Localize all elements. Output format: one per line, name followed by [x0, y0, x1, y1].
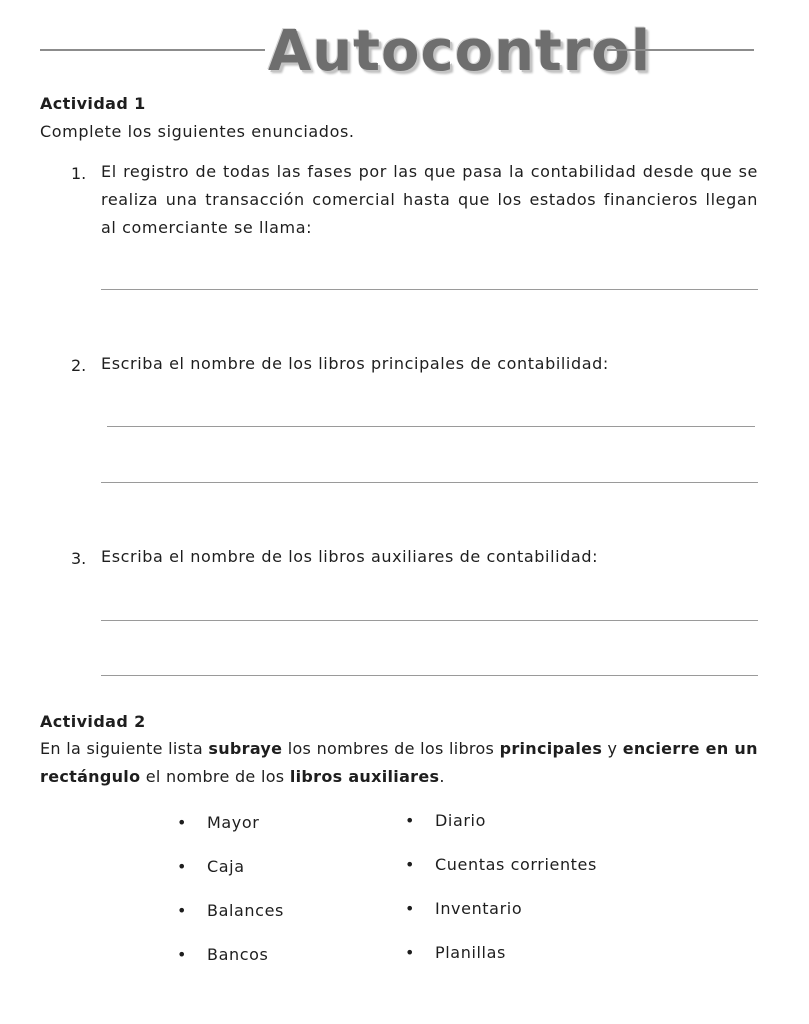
list-item-bancos: Bancos [207, 945, 269, 964]
list-item-balances: Balances [207, 901, 284, 920]
actividad-1-instruction: Complete los siguientes enunciados. [40, 122, 355, 141]
list-item-planillas: Planillas [435, 943, 506, 962]
question-2-number: 2. [71, 356, 87, 375]
instruction-text: . [439, 767, 445, 786]
actividad-2-heading: Actividad 2 [40, 712, 146, 731]
instruction-text: el nombre de los [140, 767, 290, 786]
answer-line-2b[interactable] [101, 482, 758, 483]
page-title: Autocontrol [268, 19, 652, 84]
actividad-1-heading: Actividad 1 [40, 94, 146, 113]
answer-line-3a[interactable] [101, 620, 758, 621]
bullet-icon: • [405, 899, 415, 918]
instruction-text: los nombres de los libros [282, 739, 500, 758]
question-3-number: 3. [71, 549, 87, 568]
question-3-text: Escriba el nombre de los libros auxiliares de contabilidad: [101, 547, 599, 566]
answer-line-2a[interactable] [107, 426, 755, 427]
question-1-number: 1. [71, 164, 87, 183]
instruction-bold-subraye: subraye [208, 739, 283, 758]
bullet-icon: • [405, 943, 415, 962]
answer-line-3b[interactable] [101, 675, 758, 676]
bullet-icon: • [405, 855, 415, 874]
instruction-text: En la siguiente lista [40, 739, 209, 758]
list-item-mayor: Mayor [207, 813, 260, 832]
instruction-bold-libros-auxiliares: libros auxiliares [289, 767, 440, 786]
list-item-cuentas-corrientes: Cuentas corrientes [435, 855, 597, 874]
instruction-bold-encierre: encierre en un rectángulo [40, 739, 758, 786]
bullet-icon: • [177, 945, 187, 964]
header-rule-right [607, 49, 754, 51]
question-1-text: El registro de todas las fases por las que pasa la contabilidad desde que se realiza una transacción comercial hasta que los estados financieros llegan al comerciante se llama: [101, 162, 758, 237]
answer-line-1[interactable] [101, 289, 758, 290]
list-item-diario: Diario [435, 811, 486, 830]
question-2-text: Escriba el nombre de los libros principales de contabilidad: [101, 354, 609, 373]
list-item-inventario: Inventario [435, 899, 523, 918]
header-rule-left [40, 49, 265, 51]
list-item-caja: Caja [207, 857, 245, 876]
actividad-2-instruction [40, 735, 759, 791]
bullet-icon: • [177, 813, 187, 832]
instruction-text: y [602, 739, 623, 758]
instruction-bold-principales: principales [499, 739, 603, 758]
bullet-icon: • [177, 857, 187, 876]
bullet-icon: • [405, 811, 415, 830]
bullet-icon: • [177, 901, 187, 920]
